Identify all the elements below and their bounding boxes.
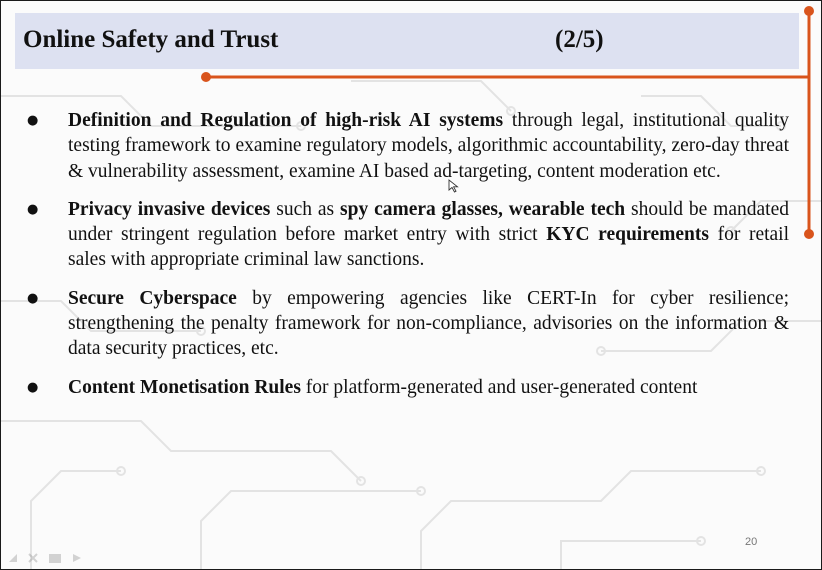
bullet-dot-icon: ● [27, 113, 39, 128]
bullet-dot-icon: ● [27, 201, 39, 217]
presenter-toolbar[interactable] [7, 551, 97, 565]
bullet-bold-text: Definition and Regulation of high-risk AI systems [68, 110, 504, 131]
accent-dot-bottom [804, 229, 814, 239]
bullet-item-secure-cyberspace [25, 286, 789, 362]
page-number: 20 [745, 536, 758, 548]
bullet-item-content-monetisation [25, 375, 789, 400]
mouse-cursor-icon [448, 179, 460, 193]
bullet-text: should be mandated under stringent regulation before market entry with strict [68, 198, 789, 246]
bullet-bold-text: Content Monetisation Rules [68, 376, 301, 398]
bullet-text: for platform-generated and user-generated content [300, 376, 698, 398]
bullet-bold-text: Secure Cyberspace [68, 287, 237, 309]
page-indicator: (2/5) [555, 26, 604, 53]
bullet-item-privacy-devices [25, 197, 789, 273]
bullet-bold-text: KYC requirements [546, 224, 709, 246]
pen-icon[interactable] [29, 554, 37, 562]
bullet-text: for retail sales with appropriate criminal law sanctions. [68, 224, 790, 271]
bullet-text: such as [270, 198, 341, 220]
bullet-dot-icon: ● [27, 290, 39, 306]
bullet-bold-text: Privacy invasive devices [68, 198, 271, 220]
page-title: Online Safety and Trust [23, 26, 279, 53]
accent-dot-left [201, 72, 211, 82]
slides-icon[interactable] [49, 554, 61, 563]
bullet-list [25, 108, 789, 400]
accent-dot-top [804, 6, 814, 16]
bullet-bold-text: spy camera glasses, wearable tech [340, 198, 626, 220]
next-slide-icon[interactable] [73, 554, 81, 562]
bullet-dot-icon: ● [27, 379, 39, 395]
bullet-text: by empowering agencies like CERT-In for cyber resilience; strengthening the penalty framework for non-compliance, advisories on the information & data security practices, etc. [68, 287, 789, 360]
previous-slide-icon[interactable] [9, 554, 17, 562]
bullet-item-high-risk-ai [25, 108, 789, 184]
bullet-text: through legal, institutional quality testing framework to examine regulatory models, algorithmic accountability, zero-day threat & vulnerability assessment, examine AI based ad-targeting, content moderation etc. [68, 110, 790, 182]
